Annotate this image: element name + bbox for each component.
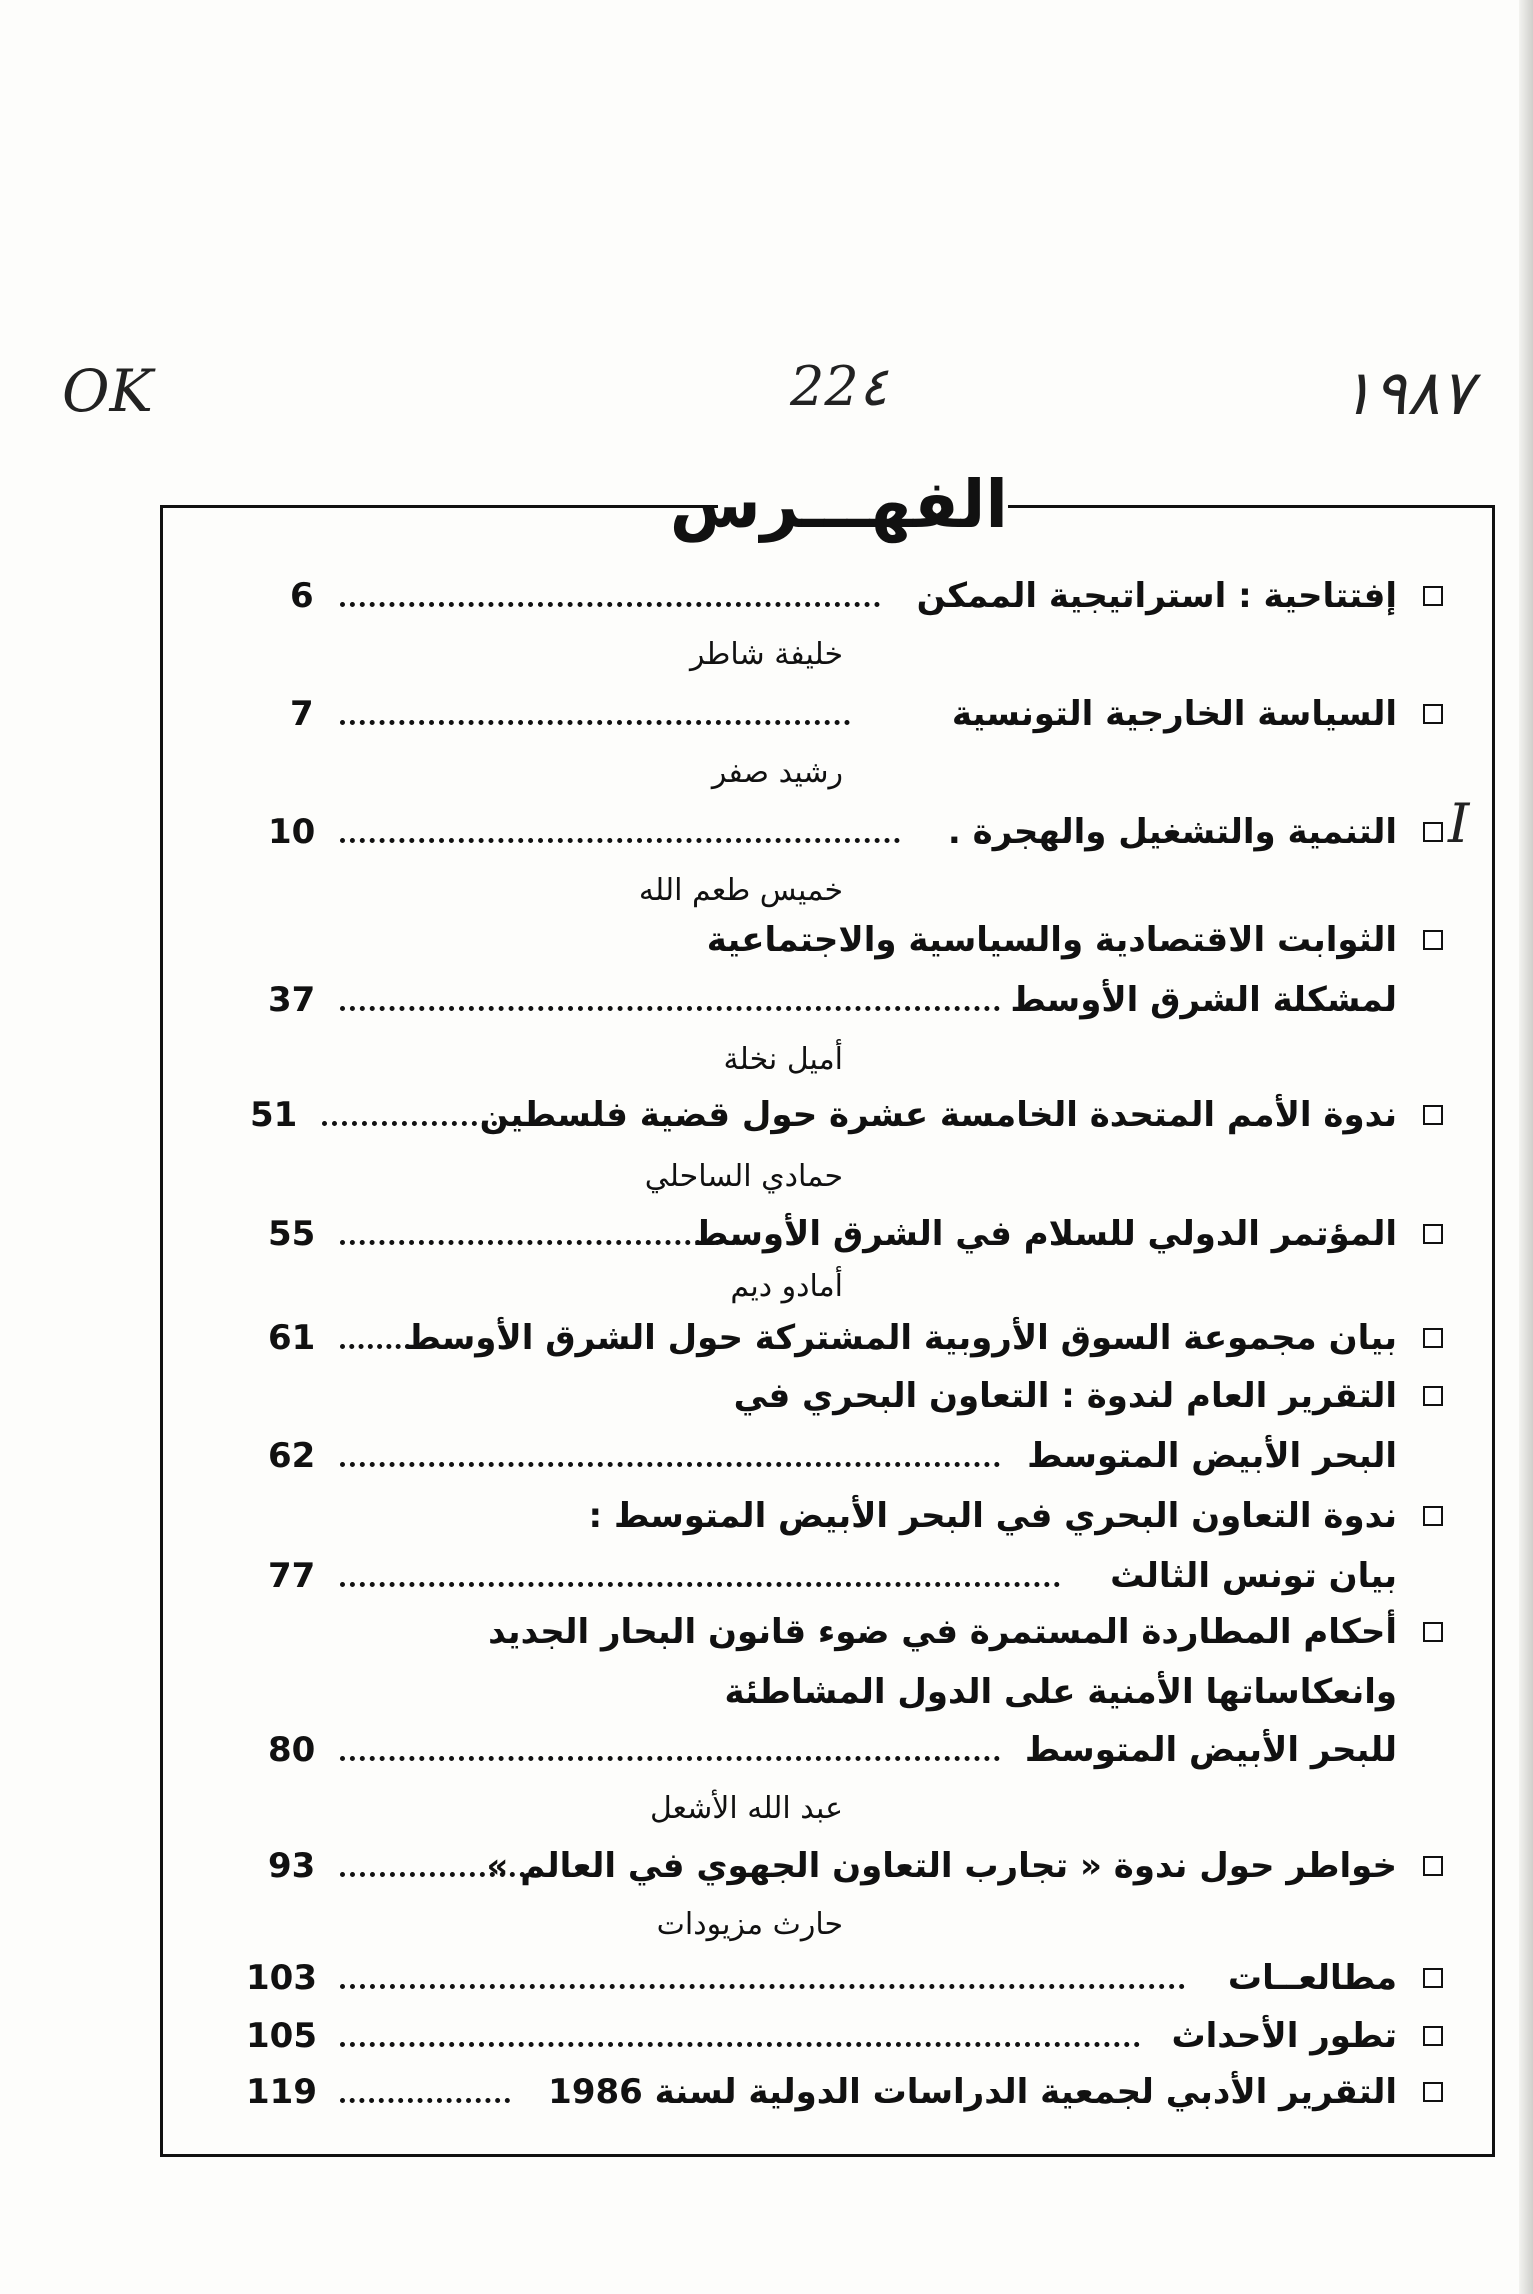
entry-author: رشيد صفر bbox=[711, 755, 843, 790]
entry-title-line: البحر الأبيض المتوسط bbox=[1027, 1436, 1397, 1476]
checkbox-icon bbox=[1423, 2082, 1443, 2102]
toc-entry[interactable] bbox=[0, 804, 1533, 860]
checkbox-icon bbox=[1423, 1506, 1443, 1526]
entry-title: الثوابت الاقتصادية والسياسية والاجتماعية bbox=[706, 920, 1397, 960]
entry-title: بيان مجموعة السوق الأروبية المشتركة حول الشرق الأوسط bbox=[405, 1318, 1397, 1358]
page-number: 103 bbox=[246, 1958, 317, 1998]
entry-title-line: للبحر الأبيض المتوسط bbox=[1024, 1730, 1397, 1770]
leader-dots bbox=[340, 1872, 535, 1877]
leader-dots bbox=[340, 1240, 740, 1245]
page-number: 93 bbox=[268, 1846, 316, 1886]
entry-title-line: بيان تونس الثالث bbox=[1110, 1556, 1397, 1596]
page-title: الفهـــرس bbox=[718, 460, 1008, 550]
toc-entry[interactable] bbox=[0, 2008, 1533, 2064]
entry-title: ندوة الأمم المتحدة الخامسة عشرة حول قضية فلسطين bbox=[479, 1095, 1397, 1135]
toc-entry[interactable] bbox=[0, 1838, 1533, 1894]
toc-entry-continuation bbox=[0, 972, 1533, 1028]
page-number: 119 bbox=[246, 2072, 317, 2112]
leader-dots bbox=[340, 1344, 410, 1349]
checkbox-icon bbox=[1423, 1328, 1443, 1348]
entry-title: التقرير العام لندوة : التعاون البحري في bbox=[733, 1376, 1397, 1416]
entry-author: أميل نخلة bbox=[723, 1042, 843, 1077]
checkbox-icon bbox=[1423, 2026, 1443, 2046]
handwritten-note-right: ١٩٨٧ bbox=[1340, 356, 1474, 429]
margin-mark: I bbox=[1448, 792, 1470, 855]
leader-dots bbox=[340, 1462, 1000, 1467]
leader-dots bbox=[340, 2042, 1140, 2047]
page-number: 80 bbox=[268, 1730, 316, 1770]
leader-dots bbox=[340, 1984, 1185, 1989]
leader-dots bbox=[340, 1756, 1000, 1761]
toc-entry-continuation bbox=[0, 1548, 1533, 1604]
page-number: 51 bbox=[250, 1095, 298, 1135]
entry-title: مطالعــات bbox=[1227, 1958, 1397, 1998]
checkbox-icon bbox=[1423, 1856, 1443, 1876]
checkbox-icon bbox=[1423, 586, 1443, 606]
checkbox-icon bbox=[1423, 1224, 1443, 1244]
entry-title: التنمية والتشغيل والهجرة . bbox=[947, 812, 1397, 852]
toc-entry-continuation bbox=[0, 1722, 1533, 1778]
entry-title: السياسة الخارجية التونسية bbox=[951, 694, 1397, 734]
toc-entry[interactable] bbox=[0, 1310, 1533, 1366]
entry-title: أحكام المطاردة المستمرة في ضوء قانون البحار الجديد bbox=[488, 1612, 1397, 1652]
entry-title: المؤتمر الدولي للسلام في الشرق الأوسط bbox=[693, 1214, 1397, 1254]
entry-title: تطور الأحداث bbox=[1171, 2016, 1397, 2056]
page-number: 77 bbox=[268, 1556, 316, 1596]
checkbox-icon bbox=[1423, 1968, 1443, 1988]
entry-title-line: وانعكاساتها الأمنية على الدول المشاطئة bbox=[724, 1672, 1397, 1712]
toc-entry-continuation bbox=[0, 1664, 1533, 1720]
toc-entry[interactable] bbox=[0, 686, 1533, 742]
entry-title: التقرير الأدبي لجمعية الدراسات الدولية لسنة 1986 bbox=[548, 2072, 1397, 2112]
toc-entry-continuation bbox=[0, 1428, 1533, 1484]
entry-title: ندوة التعاون البحري في البحر الأبيض المتوسط : bbox=[588, 1496, 1397, 1536]
checkbox-icon bbox=[1423, 930, 1443, 950]
toc-entry[interactable] bbox=[0, 912, 1533, 968]
entry-author: أمادو ديم bbox=[730, 1269, 843, 1304]
entry-title-line: لمشكلة الشرق الأوسط bbox=[1010, 980, 1397, 1020]
toc-entry[interactable] bbox=[0, 1604, 1533, 1660]
leader-dots bbox=[340, 720, 850, 725]
toc-entry[interactable] bbox=[0, 1950, 1533, 2006]
handwritten-note-left: OK bbox=[62, 357, 153, 425]
toc-entry[interactable] bbox=[0, 1087, 1533, 1143]
entry-author: خميس طعم الله bbox=[638, 873, 843, 908]
handwritten-note-center: 22٤ bbox=[790, 355, 888, 418]
entry-author: عبد الله الأشعل bbox=[649, 1791, 843, 1826]
leader-dots bbox=[340, 1006, 1000, 1011]
leader-dots bbox=[340, 838, 900, 843]
toc-entry[interactable] bbox=[0, 1206, 1533, 1262]
page-number: 61 bbox=[268, 1318, 316, 1358]
page-number: 105 bbox=[246, 2016, 317, 2056]
toc-entry[interactable] bbox=[0, 1368, 1533, 1424]
page-number: 7 bbox=[290, 694, 314, 734]
page-number: 10 bbox=[268, 812, 316, 852]
page-number: 6 bbox=[290, 576, 314, 616]
entry-author: حمادي الساحلي bbox=[644, 1159, 843, 1194]
leader-dots bbox=[340, 602, 880, 607]
entry-author: حارث مزيودات bbox=[656, 1907, 843, 1942]
toc-entry[interactable] bbox=[0, 568, 1533, 624]
entry-author: خليفة شاطر bbox=[689, 637, 843, 672]
entry-title: خواطر حول ندوة « تجارب التعاون الجهوي في العالم » bbox=[486, 1846, 1397, 1886]
leader-dots bbox=[322, 1121, 497, 1126]
checkbox-icon bbox=[1423, 1386, 1443, 1406]
page-number: 62 bbox=[268, 1436, 316, 1476]
checkbox-icon bbox=[1423, 822, 1443, 842]
checkbox-icon bbox=[1423, 1622, 1443, 1642]
page-number: 55 bbox=[268, 1214, 316, 1254]
toc-entry[interactable] bbox=[0, 2064, 1533, 2120]
leader-dots bbox=[340, 1582, 1060, 1587]
entry-title: إفتتاحية : استراتيجية الممكن bbox=[916, 576, 1397, 616]
page-number: 37 bbox=[268, 980, 316, 1020]
checkbox-icon bbox=[1423, 1105, 1443, 1125]
leader-dots bbox=[340, 2098, 510, 2103]
checkbox-icon bbox=[1423, 704, 1443, 724]
toc-entry[interactable] bbox=[0, 1488, 1533, 1544]
